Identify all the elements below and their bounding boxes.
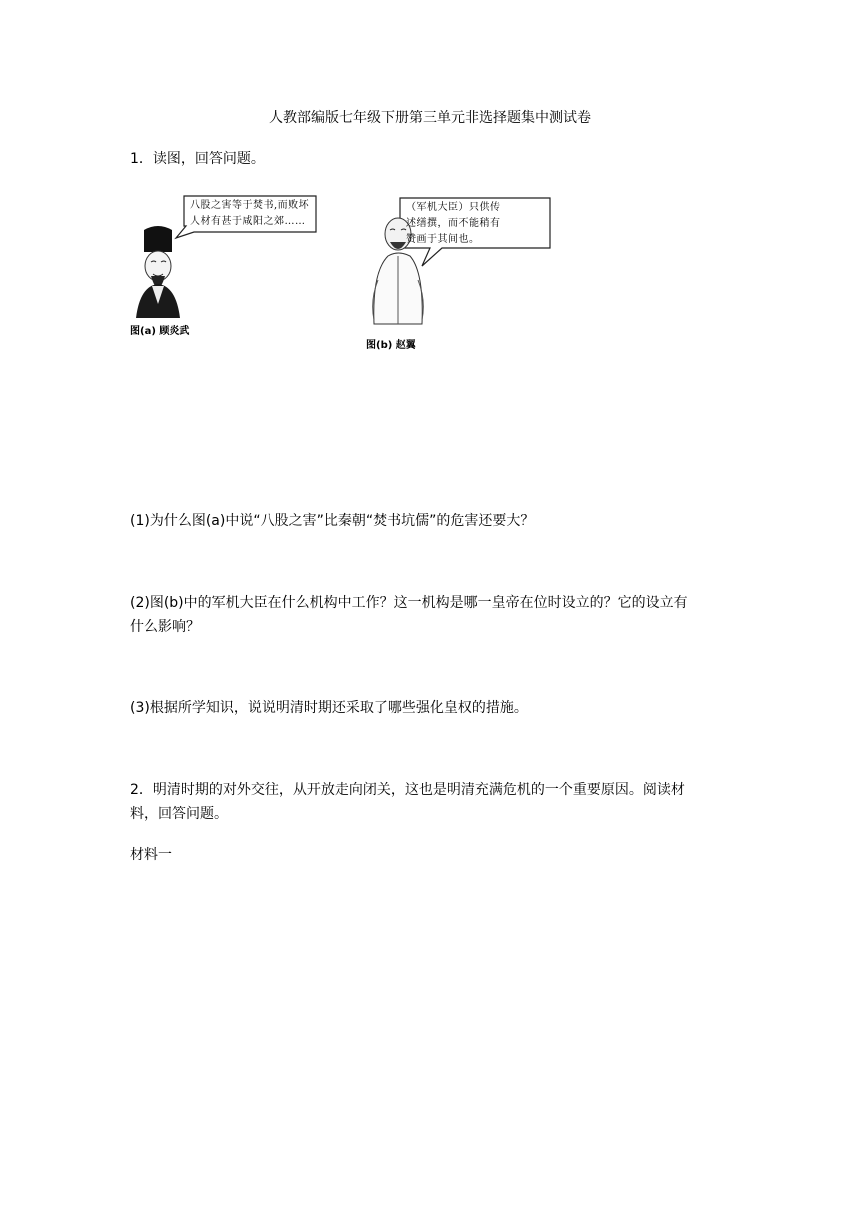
figure-b	[360, 190, 555, 352]
speech-b-line-1: （军机大臣）只供传	[406, 202, 501, 213]
speech-b-line-3: 赞画于其间也。	[406, 234, 480, 245]
question-1-sub-2-line-2: 什么影响？	[130, 619, 200, 635]
question-1-sub-2-line-1: (2)图(b)中的军机大臣在什么机构中工作？这一机构是哪一皇帝在位时设立的？它的设立有	[130, 595, 688, 611]
material-1-label: 材料一	[130, 847, 172, 863]
figure-b-caption: 图(b) 赵翼	[366, 340, 416, 351]
hat-shape	[144, 226, 172, 252]
question-2-stem-line-2: 料，回答问题。	[130, 806, 228, 822]
question-1-stem: 1．读图，回答问题。	[130, 151, 265, 167]
speech-b-line-2: 述缮撰，而不能稍有	[406, 218, 501, 229]
question-1-sub-1: (1)为什么图(a)中说“八股之害”比秦朝“焚书坑儒”的危害还要大？	[130, 513, 535, 529]
question-2-stem-line-1: 2．明清时期的对外交往，从开放走向闭关，这也是明清充满危机的一个重要原因。阅读材	[130, 782, 685, 798]
page-title: 人教部编版七年级下册第三单元非选择题集中测试卷	[269, 110, 591, 126]
speech-a-line-1: 八股之害等于焚书,而败坏	[190, 200, 310, 211]
question-1-sub-3: (3)根据所学知识，说说明清时期还采取了哪些强化皇权的措施。	[130, 700, 528, 716]
figure-a-caption: 图(a) 顾炎武	[130, 326, 190, 337]
figure-a	[128, 192, 320, 342]
speech-a-line-2: 人材有甚于咸阳之郊……	[190, 216, 306, 227]
